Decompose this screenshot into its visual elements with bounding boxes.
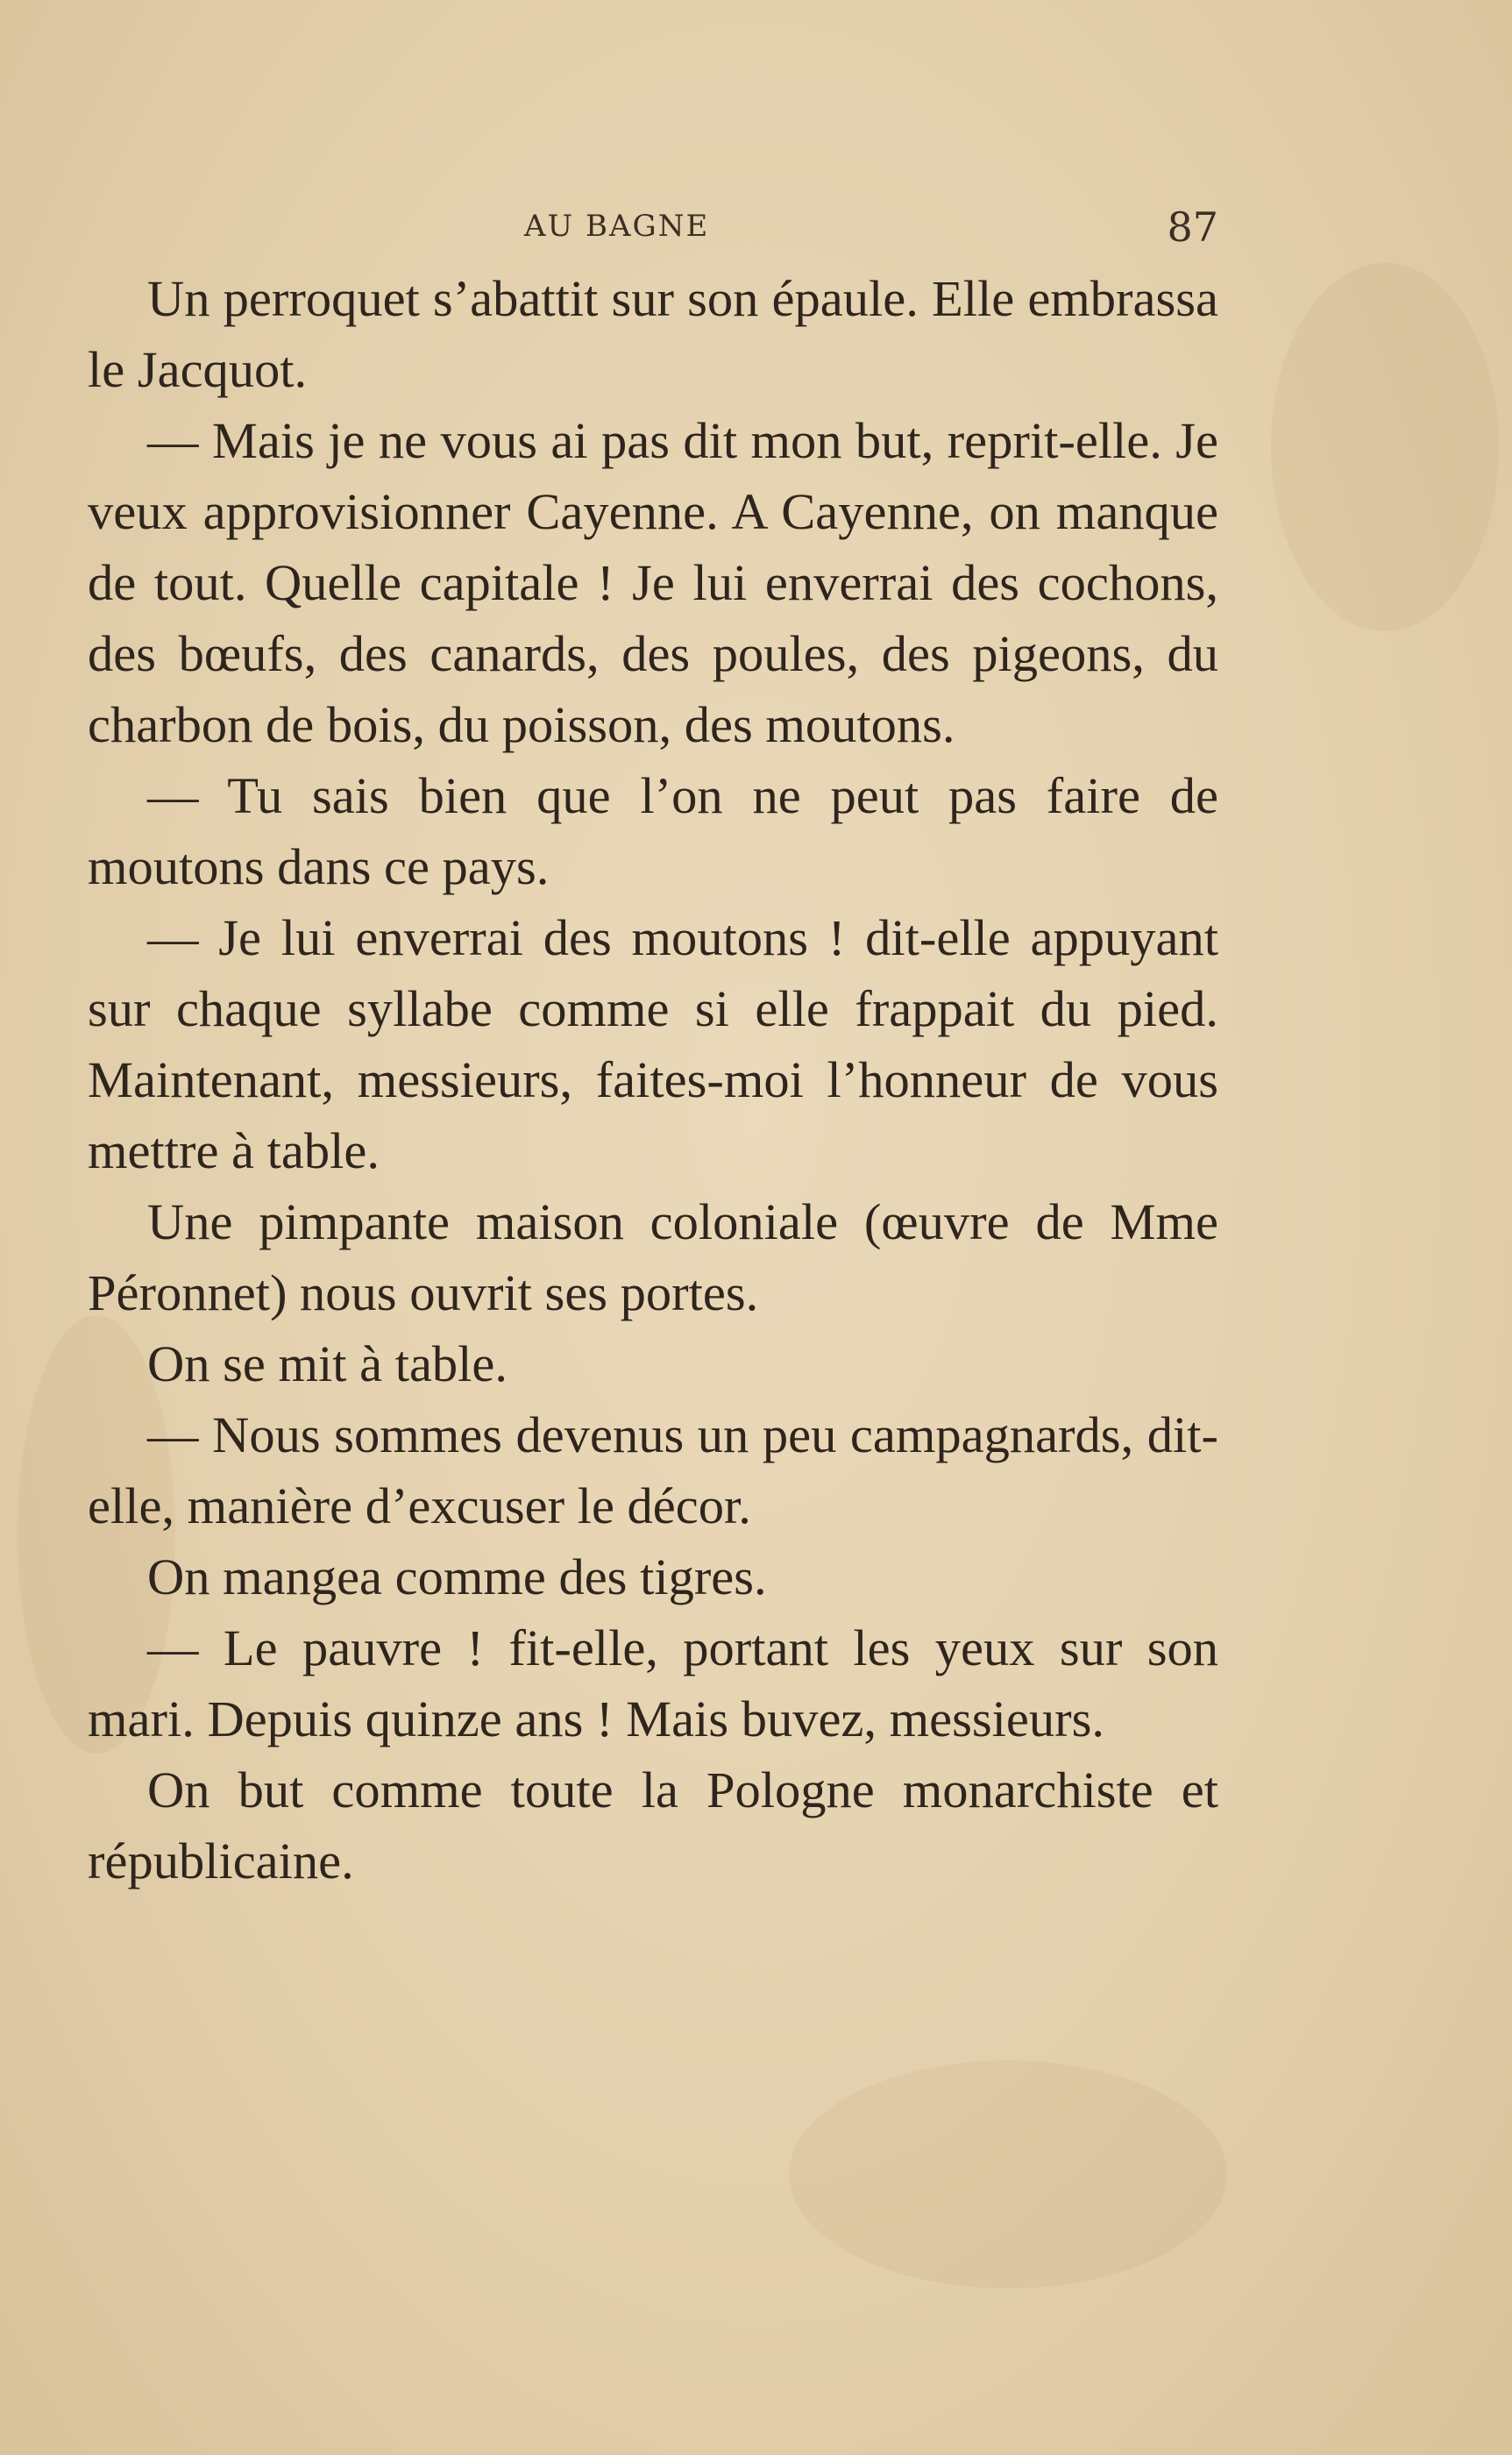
paragraph: On se mit à table. [147, 1335, 508, 1392]
paragraph: Une pimpante maison coloniale (œuvre de Mme Péronnet) nous ouvrit ses portes. [88, 1193, 1218, 1321]
running-head [88, 203, 1218, 261]
paper-stain [1271, 263, 1499, 631]
running-title: AU BAGNE [524, 209, 710, 244]
paper-stain [789, 2060, 1227, 2288]
paragraph: — Le pauvre ! fit-elle, portant les yeux sur son mari. Depuis quinze ans ! Mais buvez, messieurs. [88, 1619, 1218, 1747]
paragraph: — Tu sais bien que l’on ne peut pas faire de moutons dans ce pays. [88, 767, 1218, 895]
paragraph: Un perroquet s’abattit sur son épaule. Elle embrassa le Jacquot. [88, 270, 1218, 398]
paragraph: On mangea comme des tigres. [147, 1548, 767, 1605]
paragraph: — Je lui enverrai des moutons ! dit-elle appuyant sur chaque syllabe comme si elle frappait du pied. Maintenant, messieurs, faites-moi l’honneur de vous mettre à table. [88, 909, 1218, 1179]
paragraph: On but comme toute la Pologne monarchiste et républicaine. [88, 1761, 1218, 1889]
body-text [88, 263, 1218, 1896]
page-number: 87 [1167, 203, 1218, 251]
paragraph: — Mais je ne vous ai pas dit mon but, reprit-elle. Je veux approvisionner Cayenne. A Cayenne, on manque de tout. Quelle capitale ! Je lui enverrai des cochons, des bœufs, des canards, des poules, des pigeons, du charbon de bois, du poisson, des moutons. [88, 412, 1218, 753]
paragraph: — Nous sommes devenus un peu campagnards, dit-elle, manière d’excuser le décor. [88, 1406, 1218, 1534]
